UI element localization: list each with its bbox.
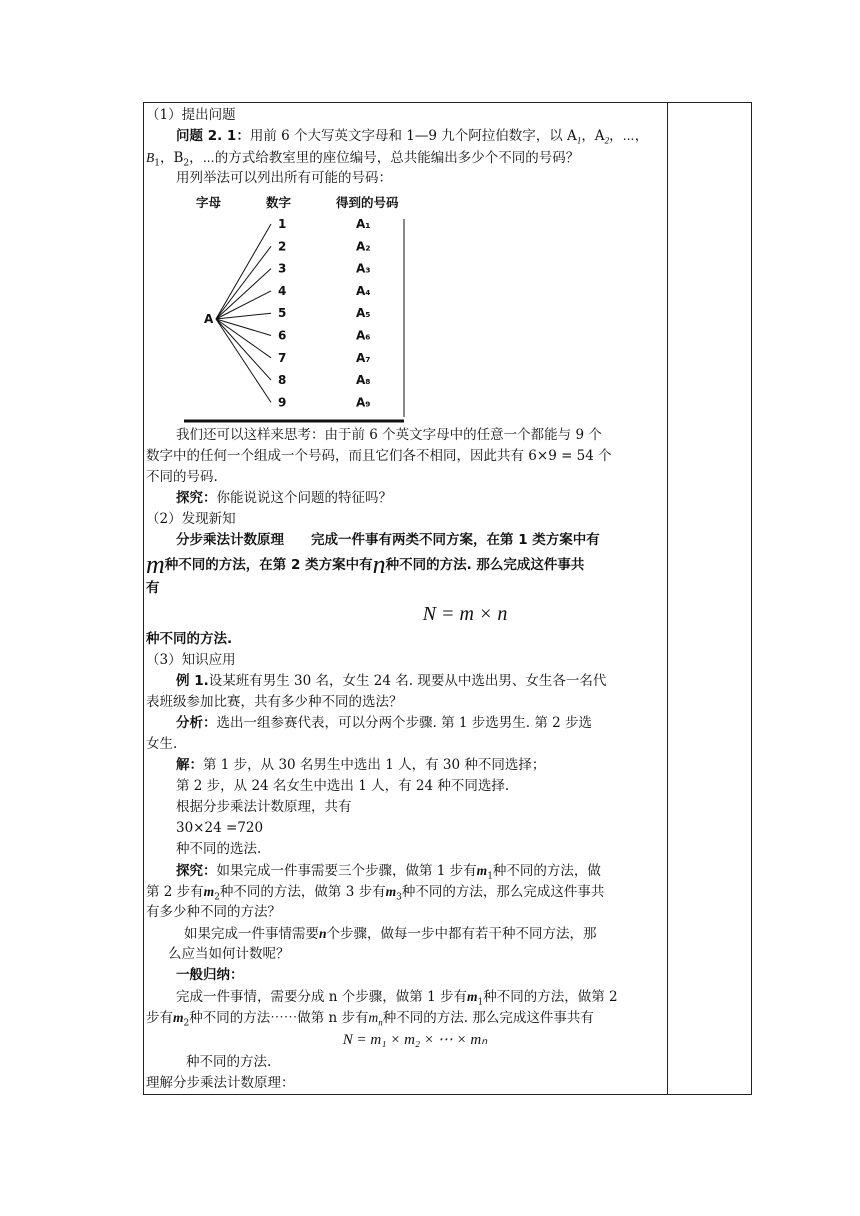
lesson-content — [146, 105, 664, 1094]
explore-2-line-2: 第 2 步有$m_2$种不同的方法，做第 3 步有$m_3$种不同的方法，那么完成这件事共 — [146, 884, 605, 903]
principle-line-4: 种不同的方法. — [146, 631, 233, 647]
tree-code-3: A₃ — [356, 261, 371, 276]
analysis-line-1: 分析：选出一组参赛代表，可以分两个步骤. 第 1 步选男生. 第 2 步选 — [176, 715, 593, 731]
summary-line-1: 完成一件事情，需要分成 n 个步骤，做第 1 步有$m_1$种不同的方法，做第 2 — [176, 989, 618, 1008]
example-1-line-2: 表班级参加比赛，共有多少种不同的选法？ — [146, 694, 403, 710]
tree-root-label: A — [204, 312, 214, 326]
think-line-2: 数字中的任何一个组成一个号码，而且它们各不相同，因此共有 6×9 = 54 个 — [146, 448, 612, 464]
tree-branch-8 — [216, 319, 271, 380]
tree-header-2: 数字 — [266, 195, 292, 210]
formula-general: N = m₁ × m₂ × ⋯ × mₙ — [342, 1032, 488, 1048]
problem-line-2: $B_1$，$B_2$，⋯的方式给教室里的座位编号，总共能编出多少个不同的号码？ — [146, 150, 580, 169]
solution-line-1: 解：第 1 步，从 30 名男生中选出 1 人，有 30 种不同选择； — [176, 757, 546, 773]
solution-line-2: 第 2 步，从 24 名女生中选出 1 人，有 24 种不同选择. — [176, 778, 510, 794]
tree-branch-3 — [216, 269, 271, 319]
tree-code-1: A₁ — [356, 217, 371, 231]
tree-digit-3: 3 — [278, 261, 287, 276]
tree-digit-2: 2 — [278, 239, 287, 254]
tree-branch-5 — [216, 313, 271, 319]
section-heading-2: （2）发现新知 — [146, 511, 236, 527]
explore-2-line-3: 有多少种不同的方法？ — [146, 904, 281, 920]
tree-code-7: A₇ — [356, 350, 371, 365]
problem-text-1: 用前 6 个大写英文字母和 1—9 九个阿拉伯数字，以 A — [249, 128, 577, 144]
tree-code-5: A₅ — [356, 306, 371, 321]
enumerate-text: 用列举法可以列出所有可能的号码： — [176, 170, 392, 186]
tree-digit-6: 6 — [278, 328, 287, 343]
summary-line-2: 步有$m_2$种不同的方法⋯⋯做第 n 步有$m_n$种不同的方法. 那么完成这件事共有 — [146, 1010, 594, 1029]
tree-digit-1: 1 — [278, 217, 287, 231]
tree-digit-4: 4 — [278, 283, 287, 298]
tree-digit-8: 8 — [278, 373, 287, 388]
tree-code-4: A₄ — [356, 283, 371, 298]
tree-code-8: A₈ — [356, 373, 371, 388]
principle-line-3: 有 — [146, 580, 160, 596]
think-line-3: 不同的号码. — [146, 469, 218, 485]
explore-1: 探究：你能说说这个问题的特征吗？ — [176, 490, 392, 506]
tree-digit-5: 5 — [278, 306, 287, 321]
tree-header-3: 得到的号码 — [336, 195, 399, 210]
section-heading-1: （1）提出问题 — [146, 107, 236, 123]
think-line-1: 我们还可以这样来思考：由于前 6 个英文字母中的任意一个都能与 9 个 — [176, 427, 602, 443]
enumeration-tree-diagram — [176, 189, 664, 425]
section-heading-3: （3）知识应用 — [146, 652, 236, 668]
solution-line-4: 30×24 =720 — [176, 820, 264, 836]
problem-label: 问题 2. 1： — [176, 128, 250, 144]
formula-product: N = m × n — [422, 603, 508, 625]
explore-3-line-2: 么应当如何计数呢？ — [168, 946, 290, 962]
tree-branch-9 — [216, 319, 271, 402]
tree-code-2: A₂ — [356, 239, 371, 254]
understand-line: 理解分步乘法计数原理： — [146, 1075, 295, 1091]
example-1-line-1: 例 1.设某班有男生 30 名，女生 24 名. 现要从中选出男、女生各一名代 — [176, 673, 607, 689]
solution-line-3: 根据分步乘法计数原理，共有 — [176, 799, 352, 815]
summary-label: 一般归纳： — [176, 967, 244, 983]
principle-line-2: m种不同的方法，在第 2 类方案中有n种不同的方法. 那么完成这件事共 — [146, 550, 585, 579]
tree-branch-6 — [216, 319, 271, 336]
table-column-divider — [667, 102, 668, 1095]
tree-branch-2 — [216, 246, 271, 319]
tree-digit-9: 9 — [278, 395, 287, 410]
explore-3-line-1: 如果完成一件事情需要n个步骤，做每一步中都有若干种不同方法，那 — [184, 926, 597, 942]
analysis-line-2: 女生. — [146, 736, 178, 752]
tree-digit-7: 7 — [278, 350, 287, 365]
principle-line-1: 分步乘法计数原理 完成一件事有两类不同方案，在第 1 类方案中有 — [176, 532, 600, 548]
tree-code-9: A₉ — [356, 395, 371, 410]
tree-header-1: 字母 — [196, 195, 222, 210]
problem-line-1: 问题 2. 1：用前 6 个大写英文字母和 1—9 九个阿拉伯数字，以 $A_1$，$A_2$，⋯， — [176, 128, 649, 146]
solution-line-5: 种不同的选法. — [176, 841, 262, 857]
explore-2-line-1: 探究：如果完成一件事需要三个步骤，做第 1 步有$m_1$种不同的方法，做 — [176, 863, 601, 882]
tree-svg — [176, 189, 476, 425]
tree-branch-7 — [216, 319, 271, 358]
tree-code-6: A₆ — [356, 328, 371, 343]
summary-line-3: 种不同的方法. — [186, 1054, 272, 1070]
